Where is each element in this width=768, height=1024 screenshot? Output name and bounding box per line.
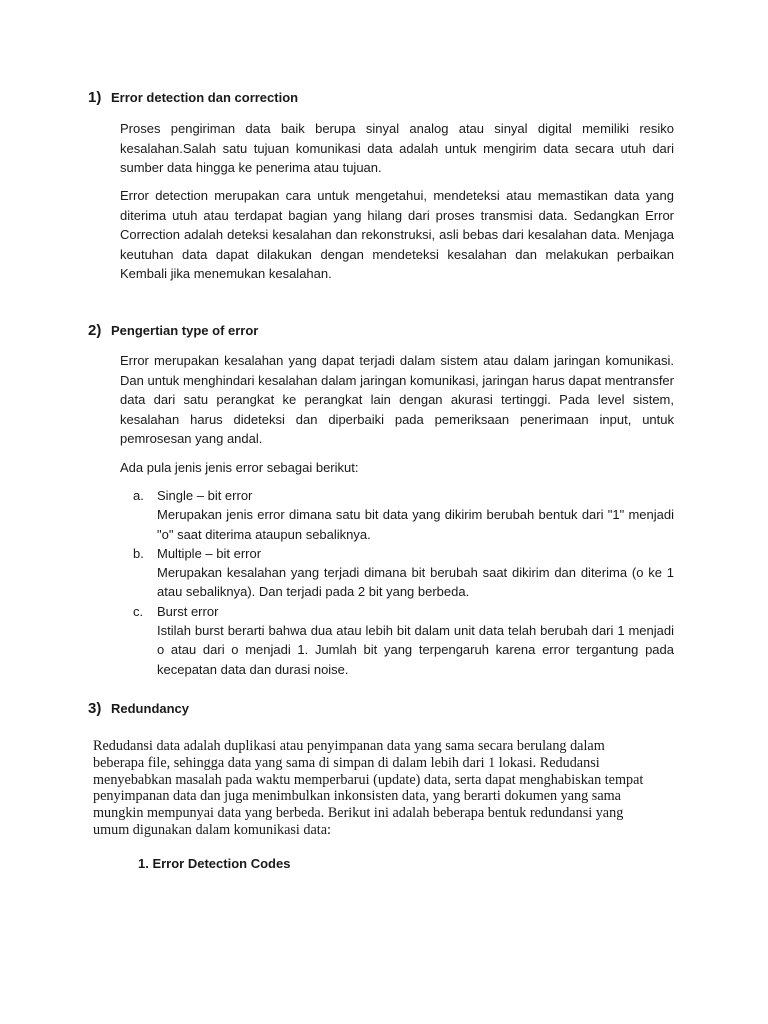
- list-marker: c.: [133, 603, 144, 619]
- section-3-heading: [88, 700, 189, 717]
- section-1-title: Error detection dan correction: [111, 90, 299, 105]
- list-item: [120, 602, 674, 679]
- section-3-number: 3): [88, 700, 102, 717]
- section-3-paragraph-1: Redudansi data adalah duplikasi atau penyimpanan data yang sama secara berulang dalam beberapa file, sehingga data yang sama di simpan di dalam lebih dari 1 lokasi. Redudansi menyebabkan masalah pada waktu memperbarui (update) data, serta dapat menghabiskan tempat penyimpanan data dan juga menimbulkan inkonsisten data, yang berarti dokumen yang sama mungkin mempunyai data yang berbeda. Berikut ini adalah beberapa bentuk redundansi yang umum digunakan dalam komunikasi data:: [93, 738, 644, 838]
- section-2-heading: [88, 322, 258, 339]
- list-term: Burst error: [157, 603, 219, 619]
- section-1-paragraph-1: Proses pengiriman data baik berupa sinyal analog atau sinyal digital memiliki resiko kesalahan.Salah satu tujuan komunikasi data adalah untuk mengirim data secara utuh dari sumber data hingga ke penerima atau tujuan.: [120, 121, 674, 175]
- list-description: Merupakan kesalahan yang terjadi dimana bit berubah saat dikirim dan diterima (o ke 1 atau sebaliknya). Dan terjadi pada 2 bit yang berbeda.: [157, 565, 674, 600]
- section-1-number: 1): [88, 89, 102, 106]
- list-term: Multiple – bit error: [157, 545, 262, 561]
- section-2-title: Pengertian type of error: [111, 323, 259, 338]
- list-marker: b.: [133, 545, 144, 561]
- list-item: [120, 486, 674, 544]
- list-description: Merupakan jenis error dimana satu bit data yang dikirim berubah bentuk dari "1" menjadi "o" saat diterima ataupun sebaliknya.: [157, 507, 674, 542]
- section-2-paragraph-1: Error merupakan kesalahan yang dapat terjadi dalam sistem atau dalam jaringan komunikasi. Dan untuk menghindari kesalahan dalam jaringan komunikasi, jaringan harus dapat mentransfer data dari satu perangkat ke perangkat lain dengan akurasi tertinggi. Pada level sistem, kesalahan harus dideteksi dan diperbaiki pada pemeriksaan penerimaan input, untuk pemrosesan yang andal.: [120, 353, 674, 446]
- section-2-number: 2): [88, 322, 102, 339]
- section-1-paragraph-2: Error detection merupakan cara untuk mengetahui, mendeteksi atau memastikan data yang diterima utuh atau terdapat bagian yang hilang dari proses transmisi data. Sedangkan Error Correction adalah deteksi kesalahan dan rekonstruksi, asli bebas dari kesalahan data. Menjaga keutuhan data dapat dilakukan dengan mendeteksi kesalahan dan melakukan perbaikan Kembali jika menemukan kesalahan.: [120, 188, 674, 281]
- list-item: [120, 544, 674, 602]
- list-term: Single – bit error: [157, 488, 253, 503]
- list-description: Istilah burst berarti bahwa dua atau lebih bit dalam unit data telah berubah dari 1 menjadi o atau dari o menjadi 1. Jumlah bit yang terpengaruh karena error tergantung pada kecepatan data dan durasi noise.: [157, 623, 674, 677]
- section-1-heading: [88, 89, 298, 106]
- section-3-subheading: 1. Error Detection Codes: [138, 856, 291, 871]
- section-2-paragraph-2: Ada pula jenis jenis error sebagai berikut:: [120, 460, 359, 475]
- list-marker: a.: [133, 488, 144, 503]
- section-3-title: Redundancy: [111, 701, 190, 716]
- error-type-list: [120, 486, 674, 679]
